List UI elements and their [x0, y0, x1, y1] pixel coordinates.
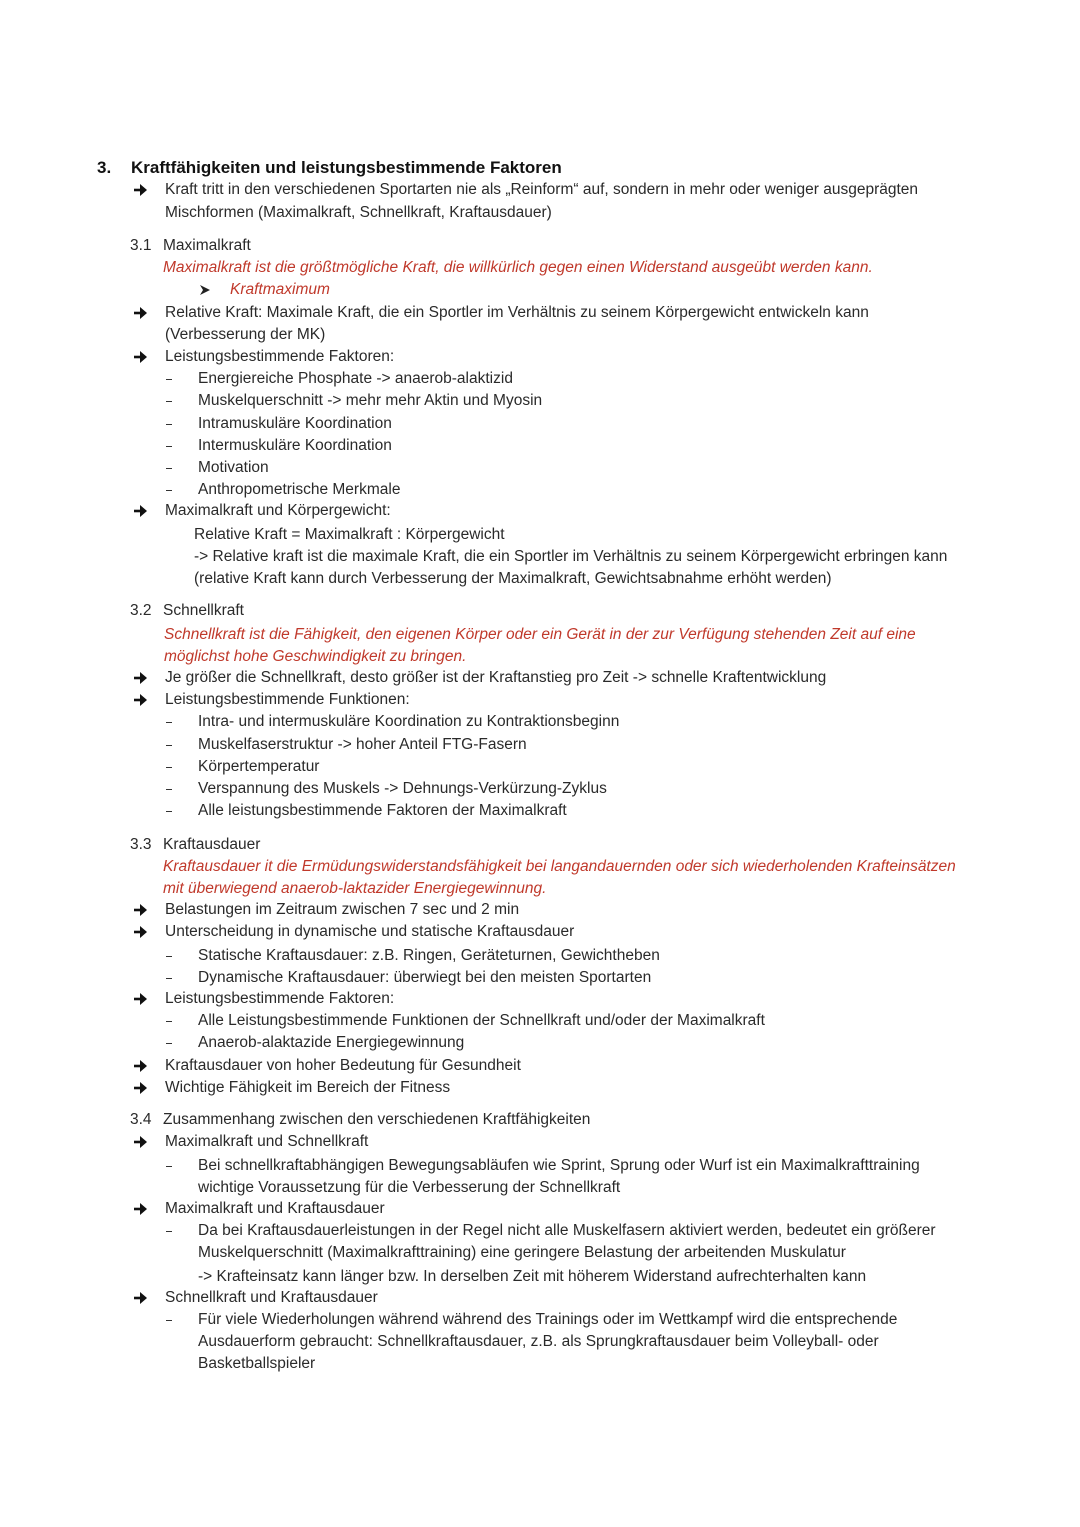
point-line: Belastungen im Zeitraum zwischen 7 sec und 2 min [165, 901, 520, 918]
subsection-number: 3.3 [130, 836, 152, 853]
subsection-title: Schnellkraft [163, 602, 244, 619]
dash-icon [166, 391, 172, 411]
list-item: Energiereiche Phosphate -> anaerob-alaktizid [198, 370, 513, 387]
relation-text: wichtige Voraussetzung für die Verbesserung der Schnellkraft [198, 1179, 621, 1196]
functions-title: Leistungsbestimmende Funktionen: [165, 691, 410, 708]
list-item: Körpertemperatur [198, 758, 320, 775]
dash-icon [166, 735, 172, 755]
relation-text: Ausdauerform gebraucht: Schnellkraftausdauer, z.B. als Sprungkraftausdauer beim Volleyball- oder [198, 1333, 879, 1350]
arrow-icon [133, 989, 149, 1009]
weight-line: Relative Kraft = Maximalkraft : Körpergewicht [194, 526, 505, 543]
arrow-icon [133, 501, 149, 521]
list-item: Intermuskuläre Koordination [198, 437, 392, 454]
arrow-icon [133, 668, 149, 688]
sub-point: Kraftmaximum [230, 281, 330, 298]
list-item: Statische Kraftausdauer: z.B. Ringen, Geräteturnen, Gewichtheben [198, 947, 660, 964]
arrow-icon [133, 1078, 149, 1098]
dash-icon [166, 801, 172, 821]
arrow-icon [133, 900, 149, 920]
arrow-icon [133, 1288, 149, 1308]
weight-title: Maximalkraft und Körpergewicht: [165, 502, 391, 519]
section-number: 3. [97, 158, 112, 177]
relation-title: Schnellkraft und Kraftausdauer [165, 1289, 378, 1306]
dash-icon [166, 712, 172, 732]
weight-line: (relative Kraft kann durch Verbesserung der Maximalkraft, Gewichtsabnahme erhöht werden) [194, 570, 832, 587]
dash-icon [166, 1156, 172, 1176]
arrow-icon [133, 1199, 149, 1219]
dash-icon [166, 369, 172, 389]
dash-icon [166, 458, 172, 478]
list-item: Anaerob-alaktazide Energiegewinnung [198, 1034, 465, 1051]
list-item: Muskelquerschnitt -> mehr mehr Aktin und Myosin [198, 392, 543, 409]
subsection-number: 3.4 [130, 1111, 152, 1128]
arrow-icon [133, 1056, 149, 1076]
definition-text: Kraftausdauer it die Ermüdungswiderstandsfähigkeit bei langandauernden oder sich wiederholenden Krafteinsätzen [163, 858, 956, 875]
dash-icon [166, 968, 172, 988]
dash-icon [166, 1221, 172, 1241]
dash-icon [166, 946, 172, 966]
arrow-icon [133, 922, 149, 942]
arrow-icon [133, 347, 149, 367]
relative-line: Relative Kraft: Maximale Kraft, die ein Sportler im Verhältnis zu seinem Körpergewicht entwickeln kann [165, 304, 869, 321]
intro-line: Mischformen (Maximalkraft, Schnellkraft, Kraftausdauer) [165, 204, 552, 221]
dash-icon [166, 1310, 172, 1330]
point-line: Kraftausdauer von hoher Bedeutung für Gesundheit [165, 1057, 521, 1074]
dash-icon [166, 414, 172, 434]
dash-icon [166, 436, 172, 456]
relation-text: Bei schnellkraftabhängigen Bewegungsabläufen wie Sprint, Sprung oder Wurf ist ein Maximalkrafttraining [198, 1157, 920, 1174]
weight-line: -> Relative kraft ist die maximale Kraft, die ein Sportler im Verhältnis zu seinem Körpergewicht erbringen kann [194, 548, 948, 565]
intro-line: Kraft tritt in den verschiedenen Sportarten nie als „Reinform“ auf, sondern in mehr oder weniger ausgeprägten [165, 181, 919, 198]
list-item: Intramuskuläre Koordination [198, 415, 392, 432]
relative-line: (Verbesserung der MK) [165, 326, 326, 343]
subsection-title: Maximalkraft [163, 237, 251, 254]
definition-text: Maximalkraft ist die größtmögliche Kraft, die willkürlich gegen einen Widerstand ausgeübt werden kann. [163, 259, 873, 276]
list-item: Intra- und intermuskuläre Koordination zu Kontraktionsbeginn [198, 713, 620, 730]
dash-icon [166, 1011, 172, 1031]
factors-title: Leistungsbestimmende Faktoren: [165, 348, 395, 365]
point-line: Wichtige Fähigkeit im Bereich der Fitness [165, 1079, 451, 1096]
list-item: Dynamische Kraftausdauer: überwiegt bei den meisten Sportarten [198, 969, 652, 986]
subsection-title: Kraftausdauer [163, 836, 261, 853]
relation-title: Maximalkraft und Kraftausdauer [165, 1200, 385, 1217]
subsection-number: 3.2 [130, 602, 152, 619]
point-line: Unterscheidung in dynamische und statische Kraftausdauer [165, 923, 575, 940]
list-item: Alle Leistungsbestimmende Funktionen der Schnellkraft und/oder der Maximalkraft [198, 1012, 765, 1029]
definition-text: mit überwiegend anaerob-laktazider Energiegewinnung. [163, 880, 547, 897]
list-item: Alle leistungsbestimmende Faktoren der Maximalkraft [198, 802, 567, 819]
relation-title: Maximalkraft und Schnellkraft [165, 1133, 369, 1150]
factors-title: Leistungsbestimmende Faktoren: [165, 990, 395, 1007]
relation-text: Für viele Wiederholungen während während des Trainings oder im Wettkampf wird die entsprechende [198, 1311, 898, 1328]
arrow-icon [133, 1132, 149, 1152]
definition-text: möglichst hohe Geschwindigkeit zu bringen. [164, 648, 467, 665]
definition-text: Schnellkraft ist die Fähigkeit, den eigenen Körper oder ein Gerät in der zur Verfügung stehenden Zeit auf eine [164, 626, 916, 643]
relation-text: Muskelquerschnitt (Maximalkrafttraining) eine geringere Belastung der arbeitenden Muskulatur [198, 1244, 846, 1261]
dash-icon [166, 779, 172, 799]
dash-icon [166, 757, 172, 777]
point-line: Je größer die Schnellkraft, desto größer ist der Kraftanstieg pro Zeit -> schnelle Kraftentwicklung [165, 669, 827, 686]
sub-arrow-icon [198, 280, 212, 300]
relation-text: -> Krafteinsatz kann länger bzw. In derselben Zeit mit höherem Widerstand aufrechterhalten kann [198, 1268, 867, 1285]
arrow-icon [133, 180, 149, 200]
dash-icon [166, 480, 172, 500]
list-item: Verspannung des Muskels -> Dehnungs-Verkürzung-Zyklus [198, 780, 607, 797]
arrow-icon [133, 303, 149, 323]
subsection-title: Zusammenhang zwischen den verschiedenen Kraftfähigkeiten [163, 1111, 591, 1128]
relation-text: Da bei Kraftausdauerleistungen in der Regel nicht alle Muskelfasern aktiviert werden, bedeutet ein größerer [198, 1222, 936, 1239]
dash-icon [166, 1033, 172, 1053]
subsection-number: 3.1 [130, 237, 152, 254]
section-title: Kraftfähigkeiten und leistungsbestimmende Faktoren [131, 158, 562, 177]
arrow-icon [133, 690, 149, 710]
list-item: Anthropometrische Merkmale [198, 481, 401, 498]
list-item: Muskelfaserstruktur -> hoher Anteil FTG-Fasern [198, 736, 527, 753]
list-item: Motivation [198, 459, 269, 476]
relation-text: Basketballspieler [198, 1355, 316, 1372]
